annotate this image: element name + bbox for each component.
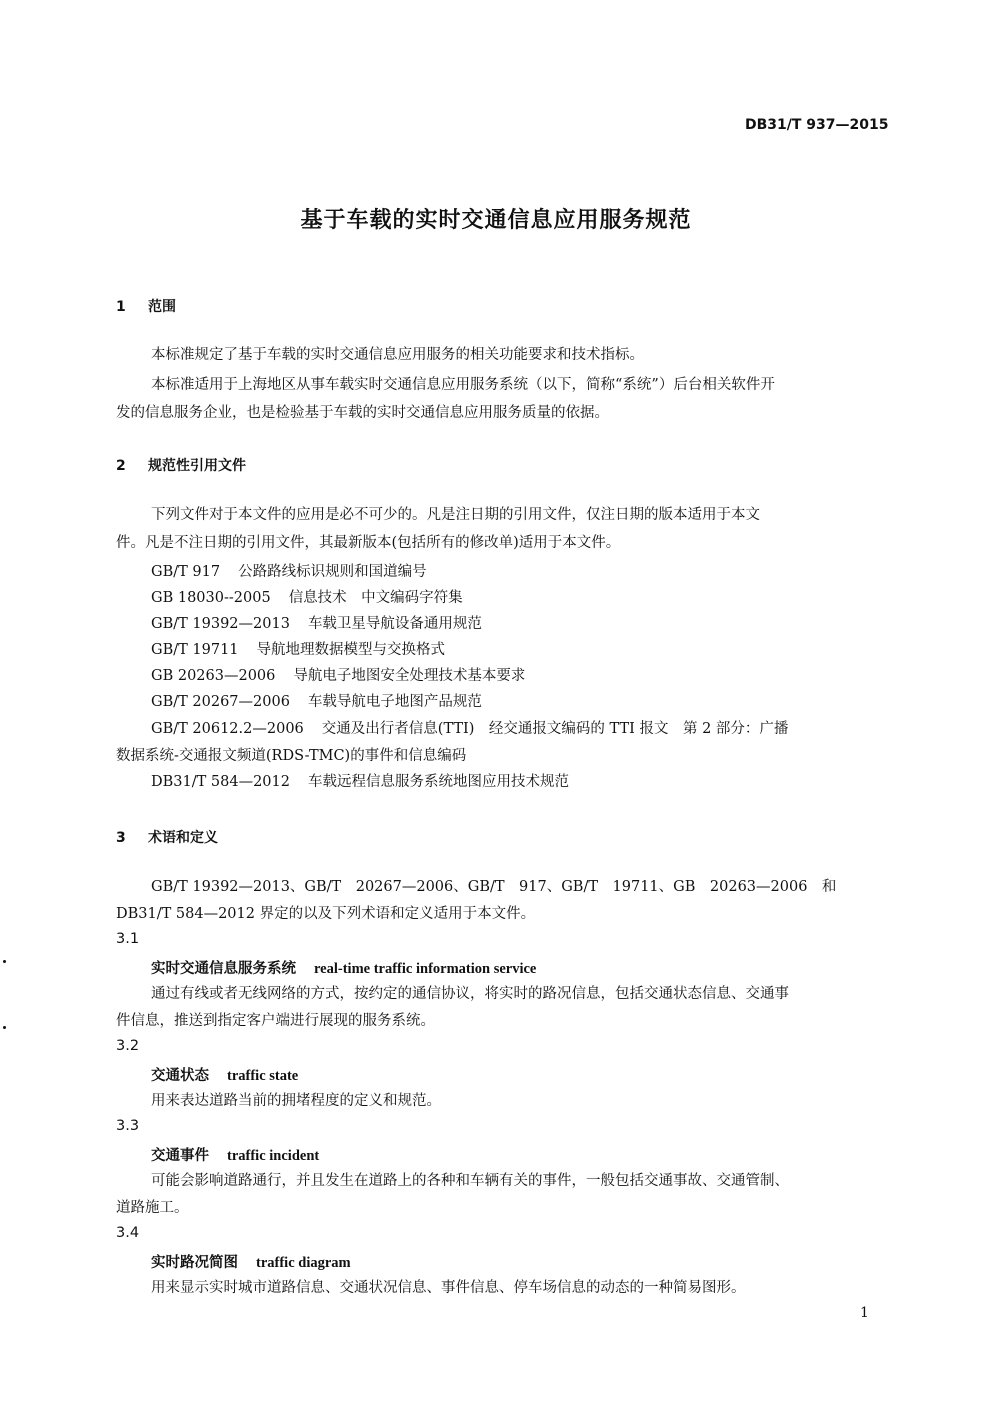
definition-line: 用来表达道路当前的拥堵程度的定义和规范。	[151, 1093, 441, 1109]
paragraph-line: 件。凡是不注日期的引用文件，其最新版本(包括所有的修改单)适用于本文件。	[116, 535, 621, 551]
document-title: 基于车载的实时交通信息应用服务规范	[300, 208, 692, 233]
reference-code: DB31/T 584—2012	[151, 774, 290, 790]
section-number: 2	[116, 458, 126, 474]
section-number: 1	[116, 299, 126, 315]
scan-mark	[3, 1026, 6, 1029]
reference-code: GB/T 20612.2—2006	[151, 721, 304, 737]
reference-title: 导航地理数据模型与交换格式	[256, 642, 446, 658]
term-heading	[151, 1064, 298, 1085]
reference-item	[151, 770, 569, 791]
reference-item	[151, 664, 525, 685]
scan-mark	[3, 960, 6, 963]
term-number: 3.4	[116, 1225, 140, 1241]
reference-code: GB 18030--2005	[151, 590, 271, 606]
term-heading	[151, 1144, 319, 1165]
reference-item	[151, 717, 788, 738]
term-number: 3.1	[116, 931, 140, 947]
paragraph-line: DB31/T 584—2012 界定的以及下列术语和定义适用于本文件。	[116, 906, 536, 922]
term-zh: 实时交通信息服务系统	[151, 960, 296, 977]
term-en: traffic incident	[227, 1148, 320, 1164]
term-heading	[151, 957, 536, 978]
reference-item	[151, 638, 445, 659]
reference-title: 公路路线标识规则和国道编号	[238, 564, 427, 580]
term-heading	[151, 1251, 351, 1272]
reference-title: 车载远程信息服务系统地图应用技术规范	[307, 774, 569, 790]
page-number: 1	[860, 1305, 869, 1321]
section-3-heading	[116, 827, 218, 847]
reference-code: GB/T 917	[151, 564, 221, 580]
reference-title: 车载卫星导航设备通用规范	[307, 616, 482, 632]
term-number: 3.2	[116, 1038, 140, 1054]
reference-title: 交通及出行者信息(TTI) 经交通报文编码的 TTI 报文 第 2 部分：广播	[321, 721, 789, 737]
definition-line: 件信息，推送到指定客户端进行展现的服务系统。	[116, 1013, 435, 1029]
term-zh: 交通事件	[151, 1147, 209, 1164]
reference-code: GB/T 19392—2013	[151, 616, 290, 632]
reference-item	[151, 586, 463, 607]
definition-line: 通过有线或者无线网络的方式，按约定的通信协议，将实时的路况信息，包括交通状态信息、交通事	[151, 986, 789, 1002]
reference-item-continued	[116, 744, 466, 765]
section-title: 规范性引用文件	[148, 458, 246, 474]
reference-title: 车载导航电子地图产品规范	[307, 694, 482, 710]
section-2-heading	[116, 455, 246, 475]
paragraph-line: 本标准规定了基于车载的实时交通信息应用服务的相关功能要求和技术指标。	[151, 347, 644, 363]
section-title: 术语和定义	[148, 830, 218, 846]
reference-title: 信息技术 中文编码字符集	[288, 590, 463, 606]
reference-title: 数据系统-交通报文频道(RDS-TMC)的事件和信息编码	[116, 748, 467, 764]
paragraph-line: GB/T 19392—2013、GB/T 20267—2006、GB/T 917、GB/T 19711、GB 20263—2006 和	[151, 879, 837, 895]
reference-item	[151, 560, 427, 581]
paragraph-line: 下列文件对于本文件的应用是必不可少的。凡是注日期的引用文件，仅注日期的版本适用于本文	[151, 507, 760, 523]
term-number: 3.3	[116, 1118, 140, 1134]
term-en: traffic state	[227, 1068, 299, 1084]
reference-code: GB/T 19711	[151, 642, 239, 658]
paragraph-line: 发的信息服务企业，也是检验基于车载的实时交通信息应用服务质量的依据。	[116, 405, 609, 421]
term-zh: 实时路况简图	[151, 1254, 238, 1271]
definition-line: 用来显示实时城市道路信息、交通状况信息、事件信息、停车场信息的动态的一种简易图形。	[151, 1280, 746, 1296]
term-zh: 交通状态	[151, 1067, 209, 1084]
reference-code: GB/T 20267—2006	[151, 694, 290, 710]
reference-item	[151, 612, 482, 633]
reference-title: 导航电子地图安全处理技术基本要求	[293, 668, 526, 684]
section-title: 范围	[148, 299, 176, 315]
reference-code: GB 20263—2006	[151, 668, 276, 684]
term-en: real-time traffic information service	[314, 961, 537, 977]
definition-line: 道路施工。	[116, 1200, 189, 1216]
paragraph-line: 本标准适用于上海地区从事车载实时交通信息应用服务系统（以下，简称“系统”）后台相关软件开	[151, 377, 775, 393]
reference-item	[151, 690, 482, 711]
definition-line: 可能会影响道路通行，并且发生在道路上的各种和车辆有关的事件，一般包括交通事故、交通管制、	[151, 1173, 789, 1189]
section-1-heading	[116, 296, 176, 316]
term-en: traffic diagram	[256, 1255, 351, 1271]
section-number: 3	[116, 830, 126, 846]
standard-code: DB31/T 937—2015	[745, 117, 889, 133]
